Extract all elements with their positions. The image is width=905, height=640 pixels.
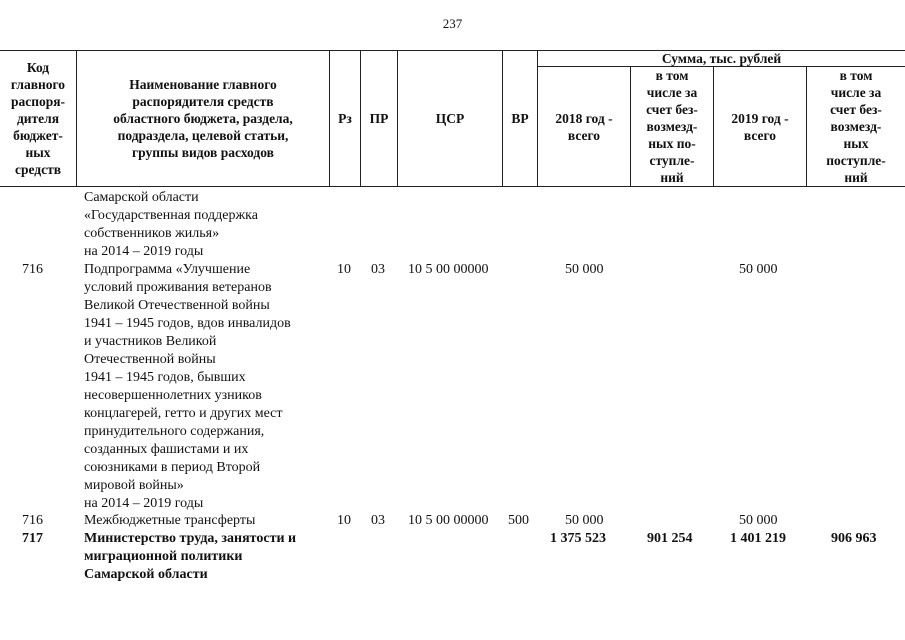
header-pr: ПР xyxy=(369,111,389,126)
header-vr: ВР xyxy=(511,111,529,126)
row2-code: 716 xyxy=(22,513,43,528)
row2-pr: 03 xyxy=(371,513,385,528)
header-2018-total: 2018 год - всего xyxy=(555,110,613,143)
header-name: Наименование главного распорядителя средств областного бюджета, раздела, подраздела, целевой статьи, группы видов расходов xyxy=(113,77,293,160)
row3-2018-total: 1 375 523 xyxy=(550,531,606,546)
row2-csr: 10 5 00 00000 xyxy=(408,513,489,528)
row1-2018-total: 50 000 xyxy=(565,262,604,277)
row1-name: Подпрограмма «Улучшение условий проживания ветеранов Великой Отечественной войны 1941 – 1945 годов, вдов инвалидов и участников Великой Отечественной войны 1941 – 1945 годов, бывших несовершеннолетних узников концлагерей, гетто и других мест принудительного содержания, созданных фашистами и их союзниками в период Второй мировой войны» на 2014 – 2019 годы xyxy=(84,262,291,511)
header-2019-incl: в том числе за счет без- возмезд- ных поступле- ний xyxy=(826,68,886,185)
header-2018-incl: в том числе за счет без- возмезд- ных по- ступле- ний xyxy=(646,68,698,185)
row1-csr: 10 5 00 00000 xyxy=(408,262,489,277)
header-2019-total: 2019 год - всего xyxy=(731,110,789,143)
header-bottom-border xyxy=(0,186,905,187)
row3-2019-total: 1 401 219 xyxy=(730,531,786,546)
row2-name: Межбюджетные трансферты xyxy=(84,513,256,528)
row2-rz: 10 xyxy=(337,513,351,528)
continuation-text: Самарской области «Государственная поддержка собственников жилья» на 2014 – 2019 годы xyxy=(84,190,258,259)
row3-2018-incl: 901 254 xyxy=(647,531,693,546)
row2-2019-total: 50 000 xyxy=(739,513,778,528)
row3-2019-incl: 906 963 xyxy=(831,531,877,546)
row2-2018-total: 50 000 xyxy=(565,513,604,528)
row1-code: 716 xyxy=(22,262,43,277)
row3-name: Министерство труда, занятости и миграционной политики Самарской области xyxy=(84,531,297,582)
row3-code: 717 xyxy=(22,531,43,546)
header-sum: Сумма, тыс. рублей xyxy=(661,51,782,66)
header-rz: Рз xyxy=(338,111,352,126)
header-code: Код главного распоря- дителя бюджет- ных средств xyxy=(10,60,66,177)
row1-2019-total: 50 000 xyxy=(739,262,778,277)
row1-pr: 03 xyxy=(371,262,385,277)
row2-vr: 500 xyxy=(508,513,529,528)
page-number: 237 xyxy=(442,16,463,31)
header-csr: ЦСР xyxy=(435,111,465,126)
row1-rz: 10 xyxy=(337,262,351,277)
